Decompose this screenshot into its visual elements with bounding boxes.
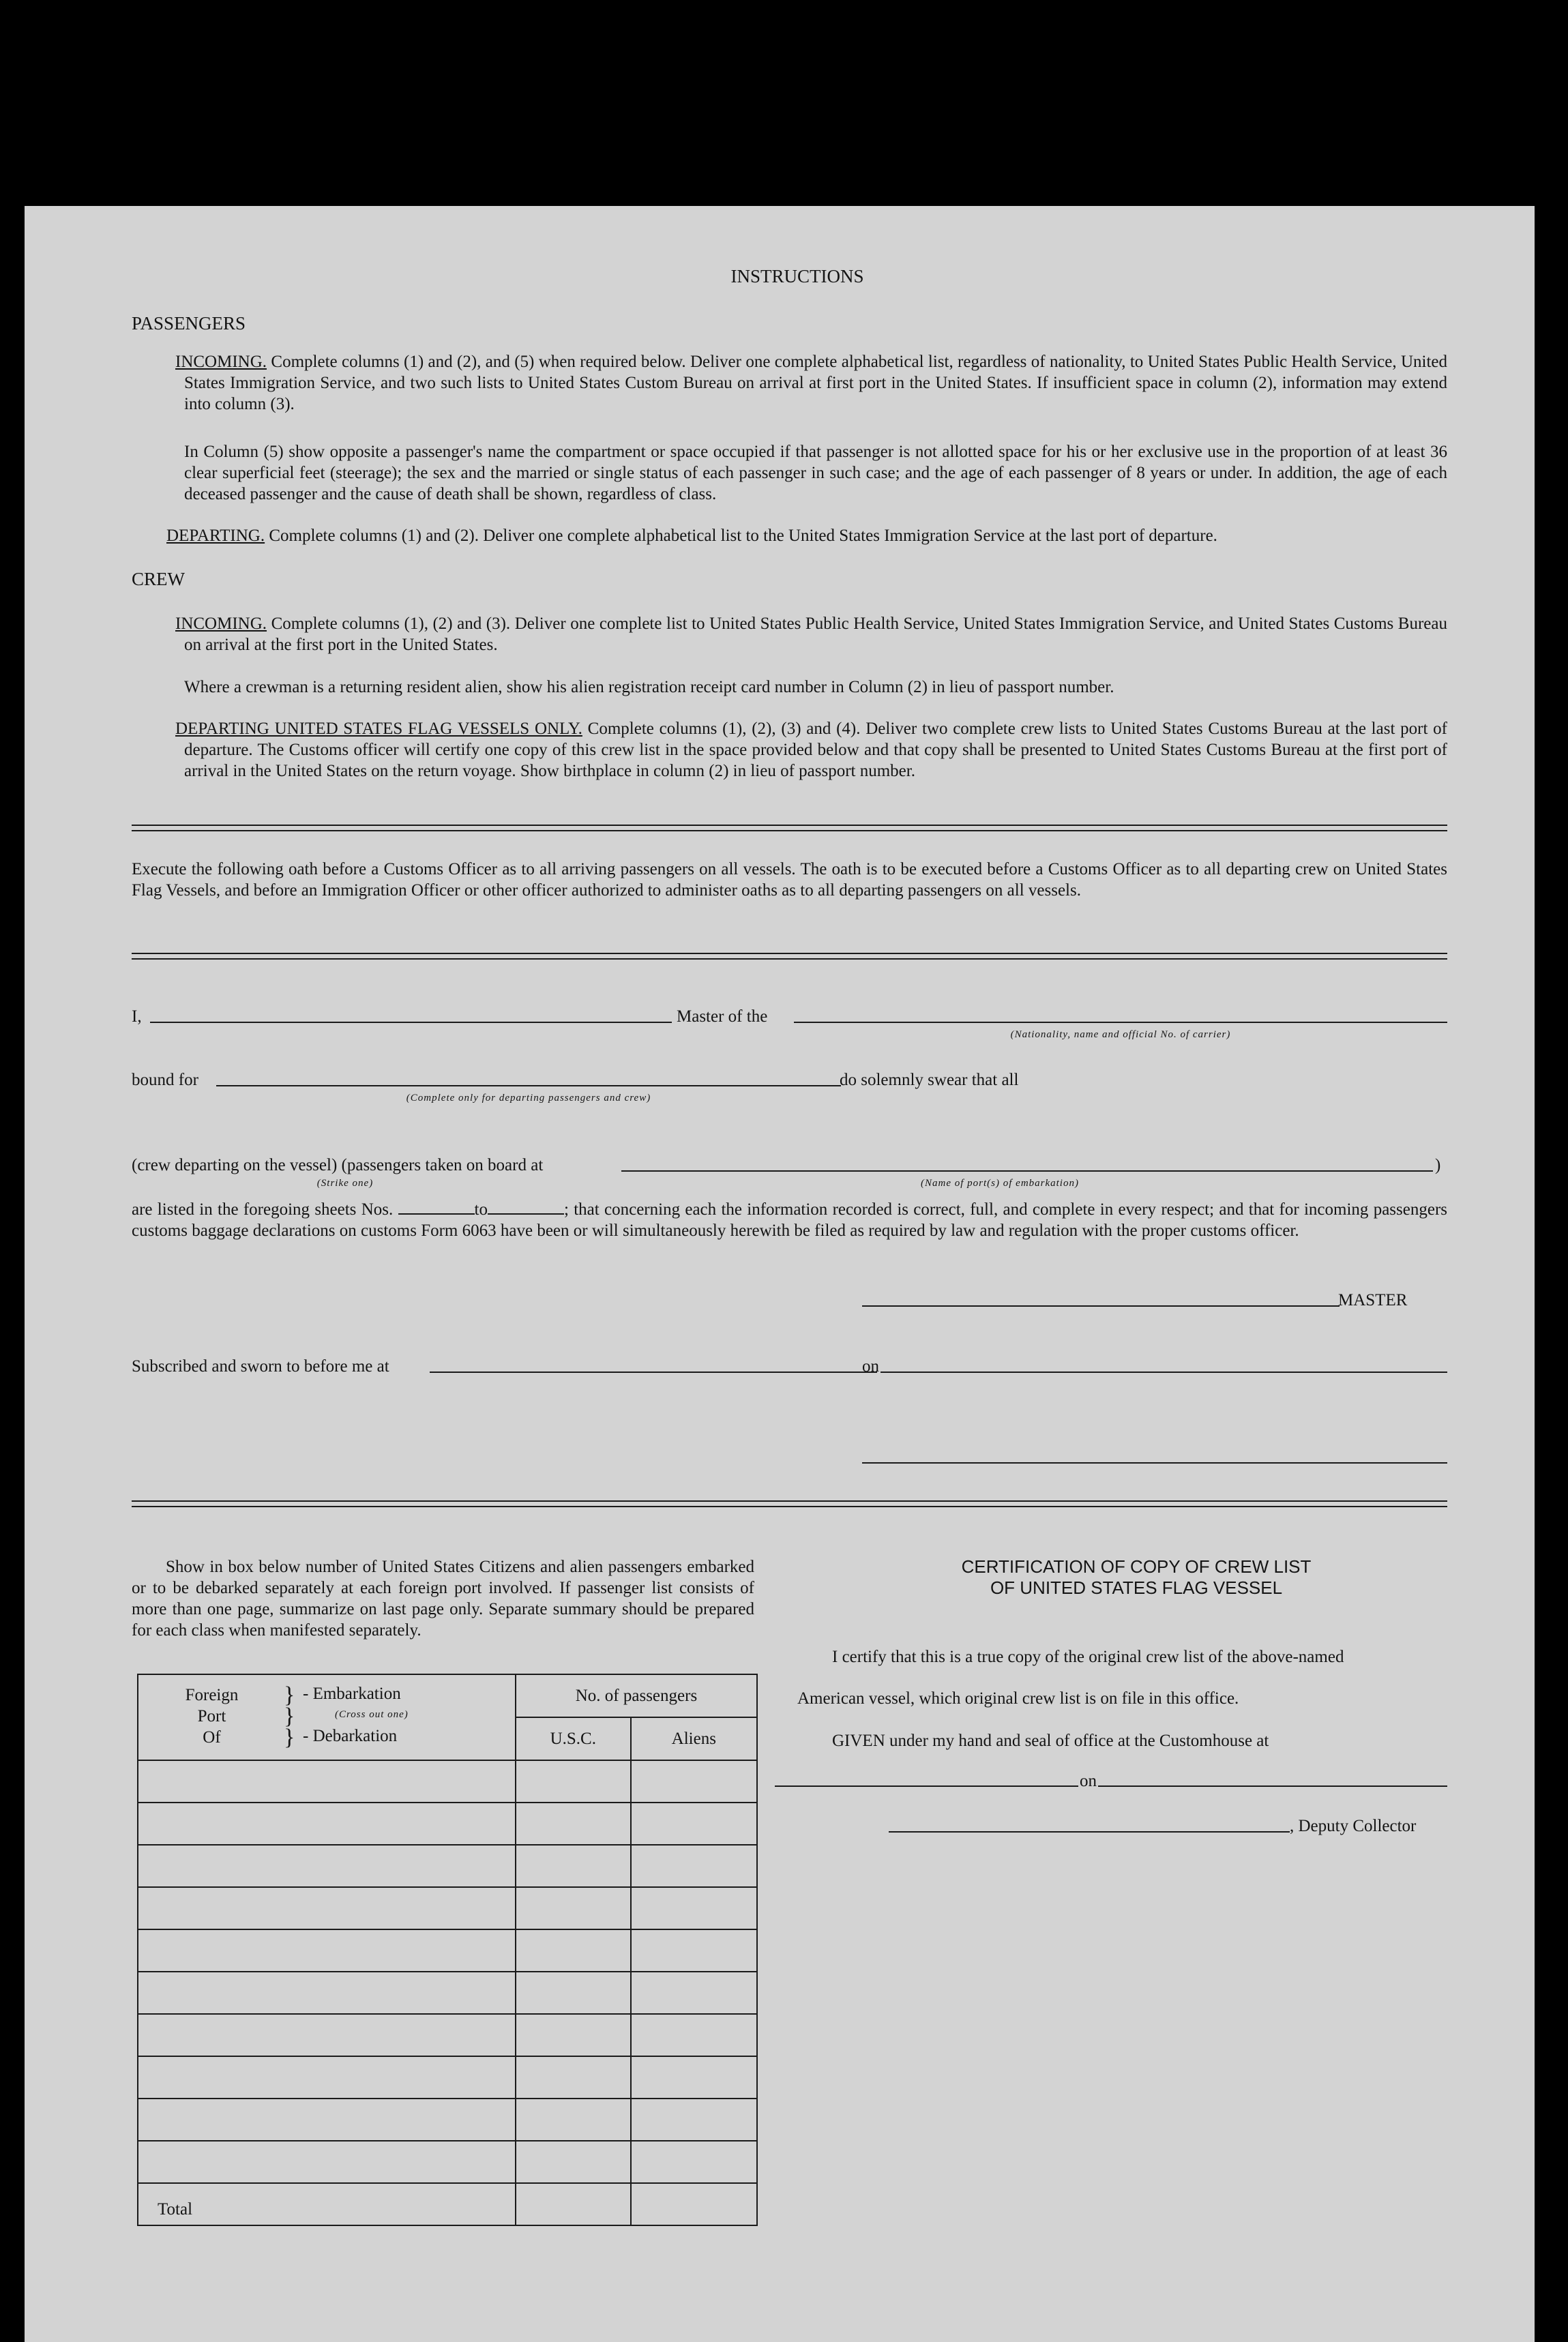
port-cell[interactable] [138,1929,516,1972]
port-cell[interactable] [138,1845,516,1887]
close-paren: ) [1435,1156,1441,1174]
form-sheet [25,206,1535,2342]
aliens-cell[interactable] [631,1929,757,1972]
usc-cell[interactable] [516,1845,631,1887]
port-cell[interactable] [138,2099,516,2141]
usc-cell[interactable] [516,2099,631,2141]
aliens-total-cell[interactable] [631,2183,757,2225]
cross-out-note: (Cross out one) [335,1709,409,1720]
officer-signature-field[interactable] [862,1462,1447,1464]
crew-departing-paragraph [175,718,1447,782]
vessel-text: American vessel, which original crew list is on file in this office. [797,1689,1239,1708]
certify-text: I certify that this is a true copy of the original crew list of the above-named [832,1648,1344,1666]
to-label: to [474,1200,488,1219]
of-label: Of [203,1728,221,1747]
usc-total-cell[interactable] [516,2183,631,2225]
oath-statement: ; that concerning each the information recorded is correct, full, and complete in every respect; and that for incoming passengers customs baggage declarations on customs Form 6063 have been or will simultaneously herewith be filed as required by law and regulation with the proper customs officer. [132,1200,1447,1240]
carrier-field[interactable] [794,1022,1447,1023]
port-cell[interactable] [138,1803,516,1845]
aliens-cell[interactable] [631,2141,757,2183]
complete-only-note: (Complete only for departing passengers and crew) [406,1093,651,1103]
port-cell[interactable] [138,2014,516,2056]
oath-intro: Execute the following oath before a Customs Officer as to all arriving passengers on all vessels. The oath is to be executed before a Customs Officer as to all departing crew on United States Flag Vessels, and before an Immigration Officer or other officer authorized to administer oaths as to all departing passengers on all vessels. [132,860,1447,900]
usc-cell[interactable] [516,1803,631,1845]
aliens-header: Aliens [631,1717,757,1760]
sheet-from-field[interactable] [398,1202,475,1215]
usc-cell[interactable] [516,2014,631,2056]
passengers-incoming-text: Complete columns (1) and (2), and (5) when required below. Deliver one complete alphabetical list, regardless of nationality, to United States Public Health Service, United States Immigration Service, and two such lists to United States Custom Bureau on arrival at first port in the United States. If insufficient space in column (2), information may extend into column (3). [184,353,1448,413]
passengers-heading: PASSENGERS [132,313,246,333]
port-label: Port [197,1707,226,1725]
strike-note: (Strike one) [316,1178,374,1189]
port-cell[interactable] [138,2141,516,2183]
deputy-collector-label: , Deputy Collector [1290,1817,1417,1835]
aliens-cell[interactable] [631,2014,757,2056]
aliens-cell[interactable] [631,1760,757,1803]
subscribed-label: Subscribed and sworn to before me at [132,1357,389,1376]
embarkation-option[interactable]: - Embarkation [303,1685,401,1703]
foreign-port-header [138,1674,516,1760]
table-row [138,1845,757,1887]
summary-instruction: Show in box below number of United States Citizens and alien passengers embarked or to be debarked separately at each foreign port involved. If passenger list consists of more than one page, summarize on last page only. Separate summary should be prepared for each class when manifested separately. [132,1558,754,1640]
usc-header: U.S.C. [516,1717,631,1760]
port-cell[interactable] [138,1887,516,1929]
brace-icon: } } } [284,1683,295,1750]
sheet-to-field[interactable] [488,1202,564,1215]
oath-strike-line [132,1156,543,1175]
usc-cell[interactable] [516,1929,631,1972]
usc-cell[interactable] [516,1887,631,1929]
table-row [138,1972,757,2014]
usc-cell[interactable] [516,2141,631,2183]
aliens-cell[interactable] [631,1972,757,2014]
crew-incoming-paragraph [175,613,1447,655]
port-cell[interactable] [138,1972,516,2014]
master-name-field[interactable] [150,1022,672,1023]
bound-for-field[interactable] [216,1085,841,1086]
passengers-departing-text: Complete columns (1) and (2). Deliver one complete alphabetical list to the United States Immigration Service at the last port of departure. [269,527,1217,545]
passengers-taken-option[interactable]: (passengers taken on board at [341,1156,544,1174]
passengers-column5-paragraph: In Column (5) show opposite a passenger's name the compartment or space occupied if that passenger is not allotted space for his or her exclusive use in the proportion of at least 36 clear superficial feet (steerage); the sex and the married or single status of each passenger in such case; and the age of each passenger of 8 years or under. In addition, the age of each deceased passenger and the cause of death shall be shown, regardless of class. [184,443,1447,503]
master-label: MASTER [1338,1291,1408,1309]
no-of-passengers-header: No. of passengers [516,1674,757,1717]
crew-incoming-text: Complete columns (1), (2) and (3). Deliver one complete list to United States Public Health Service, United States Immigration Service, and United States Customs Bureau on arrival at the first port in the United States. [184,614,1447,654]
passengers-incoming-label: INCOMING. [175,353,267,371]
swear-label: do solemnly swear that all [840,1071,1019,1089]
foreign-label: Foreign [185,1686,239,1704]
customhouse-field[interactable] [775,1785,1078,1787]
oath-divider [132,953,1447,960]
aliens-cell[interactable] [631,2056,757,2099]
port-cell[interactable] [138,2056,516,2099]
bound-for-label: bound for [132,1071,198,1089]
lower-divider [132,1500,1447,1507]
sworn-date-field[interactable] [881,1372,1447,1373]
certification-title [795,1556,1477,1599]
sworn-on-label: on [862,1357,879,1376]
usc-cell[interactable] [516,1972,631,2014]
table-row [138,1887,757,1929]
table-row [138,2141,757,2183]
crew-departing-option[interactable]: (crew departing on the vessel) [132,1156,338,1174]
given-text: GIVEN under my hand and seal of office at the Customhouse at [832,1732,1269,1750]
certification-title-line2: OF UNITED STATES FLAG VESSEL [990,1577,1283,1598]
master-signature-field[interactable] [862,1305,1340,1307]
oath-i-label: I, [132,1007,142,1026]
passengers-incoming-paragraph [175,351,1448,415]
certification-title-line1: CERTIFICATION OF COPY OF CREW LIST [961,1556,1312,1577]
crew-departing-text: Complete columns (1), (2), (3) and (4). Deliver two complete crew lists to United States Customs Bureau at the last port of departure. The Customs officer will certify one copy of this crew list in the space provided below and that copy shall be presented to United States Customs Bureau at the first port of arrival in the United States on the return voyage. Show birthplace in column (2) in lieu of passport number. [184,720,1447,780]
section-divider [132,825,1447,831]
certification-on-label: on [1080,1772,1097,1790]
passengers-departing-paragraph [166,525,1447,546]
crew-resident-paragraph: Where a crewman is a returning resident alien, show his alien registration receipt card number in Column (2) in lieu of passport number. [184,678,1114,696]
total-label: Total [138,2183,516,2225]
aliens-cell[interactable] [631,1803,757,1845]
passenger-summary-table [137,1674,758,2226]
crew-heading: CREW [132,569,185,589]
port-cell[interactable] [138,1760,516,1803]
usc-cell[interactable] [516,1760,631,1803]
table-row [138,2099,757,2141]
page-title: INSTRUCTIONS [730,266,864,286]
table-row [138,1803,757,1845]
usc-cell[interactable] [516,2056,631,2099]
debarkation-option[interactable]: - Debarkation [303,1727,398,1745]
aliens-cell[interactable] [631,1845,757,1887]
table-row [138,2056,757,2099]
embarkation-ports-field[interactable] [621,1170,1433,1172]
table-row [138,1760,757,1803]
listed-paragraph [132,1199,1447,1241]
table-row [138,1929,757,1972]
aliens-cell[interactable] [631,2099,757,2141]
master-of-label: Master of the [677,1007,768,1026]
aliens-cell[interactable] [631,1887,757,1929]
deputy-signature-field[interactable] [889,1831,1290,1833]
foreign-port-label [138,1685,285,1748]
crew-departing-label: DEPARTING UNITED STATES FLAG VESSELS ONLY. [175,720,582,738]
total-row [138,2183,757,2225]
certification-date-field[interactable] [1098,1785,1447,1787]
sworn-place-field[interactable] [430,1372,877,1373]
passengers-departing-label: DEPARTING. [166,527,265,545]
crew-incoming-label: INCOMING. [175,614,267,633]
listed-label: are listed in the foregoing sheets Nos. [132,1200,394,1219]
ports-note: (Name of port(s) of embarkation) [921,1178,1079,1189]
nationality-note: (Nationality, name and official No. of carrier) [1010,1029,1231,1040]
table-row [138,2014,757,2056]
